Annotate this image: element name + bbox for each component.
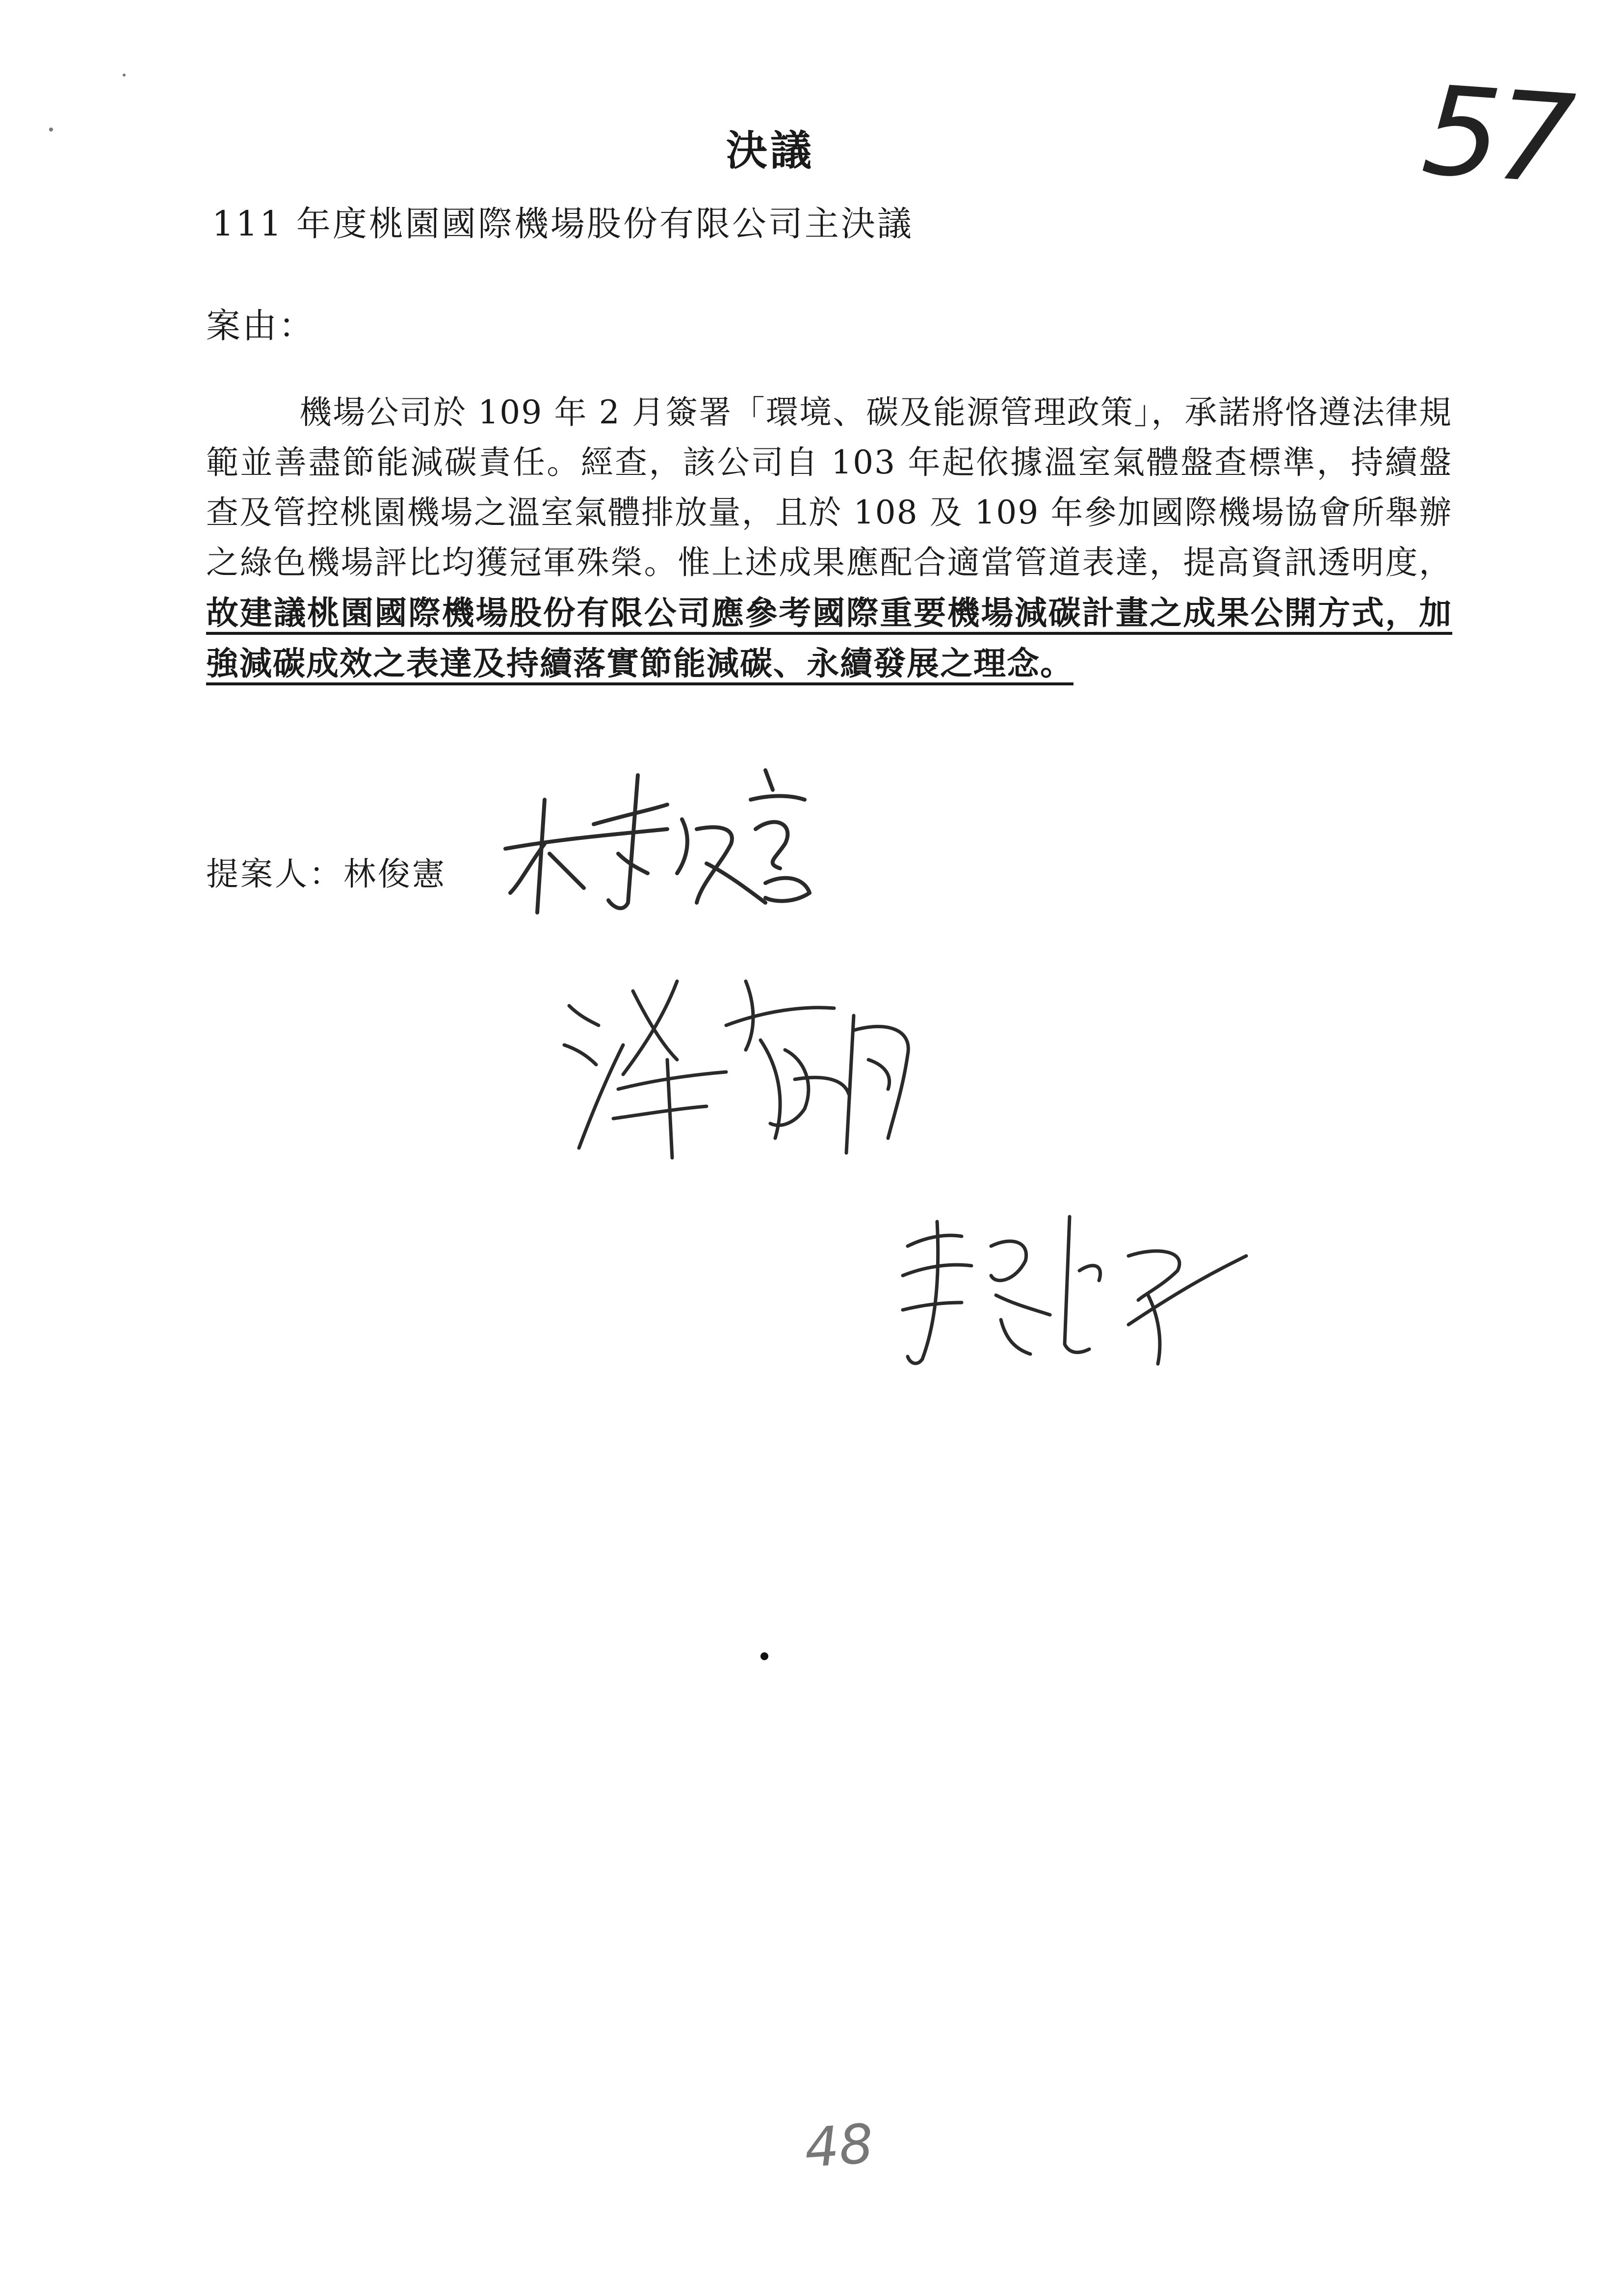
resolution-subtitle: 111 年度桃園國際機場股份有限公司主決議 <box>212 204 914 244</box>
scan-speck <box>123 74 126 77</box>
ink-dot <box>760 1652 768 1660</box>
handwritten-footer-number: 48 <box>802 2112 876 2180</box>
handwritten-page-number: 57 <box>1418 58 1574 212</box>
signature-1-image <box>491 756 844 932</box>
signature-3-image <box>883 1197 1256 1374</box>
case-label: 案由： <box>206 306 315 346</box>
scan-speck <box>49 128 53 131</box>
body-emphasis-text: 故建議桃園國際機場股份有限公司應參考國際重要機場減碳計畫之成果公開方式，加強減碳成效之表達及持續落實節能減碳、永續發展之理念。 <box>206 594 1452 682</box>
body-plain-text: 機場公司於 109 年 2 月簽署「環境、碳及能源管理政策」，承諾將恪遵法律規範並善盡節能減碳責任。經查，該公司自 103 年起依據溫室氣體盤查標準，持續盤查及管控桃園機場之溫室氣體排放量，且於 108 及 109 年參加國際機場協會所舉辦之綠色機場評比均獲冠軍殊榮。惟上述成果應配合適當管道表達，提高資訊透明度， <box>206 393 1452 581</box>
document-title: 決議 <box>726 126 815 175</box>
resolution-body <box>206 388 1452 689</box>
proposer-label: 提案人：林俊憲 <box>206 855 446 893</box>
signature-2-image <box>550 962 952 1168</box>
